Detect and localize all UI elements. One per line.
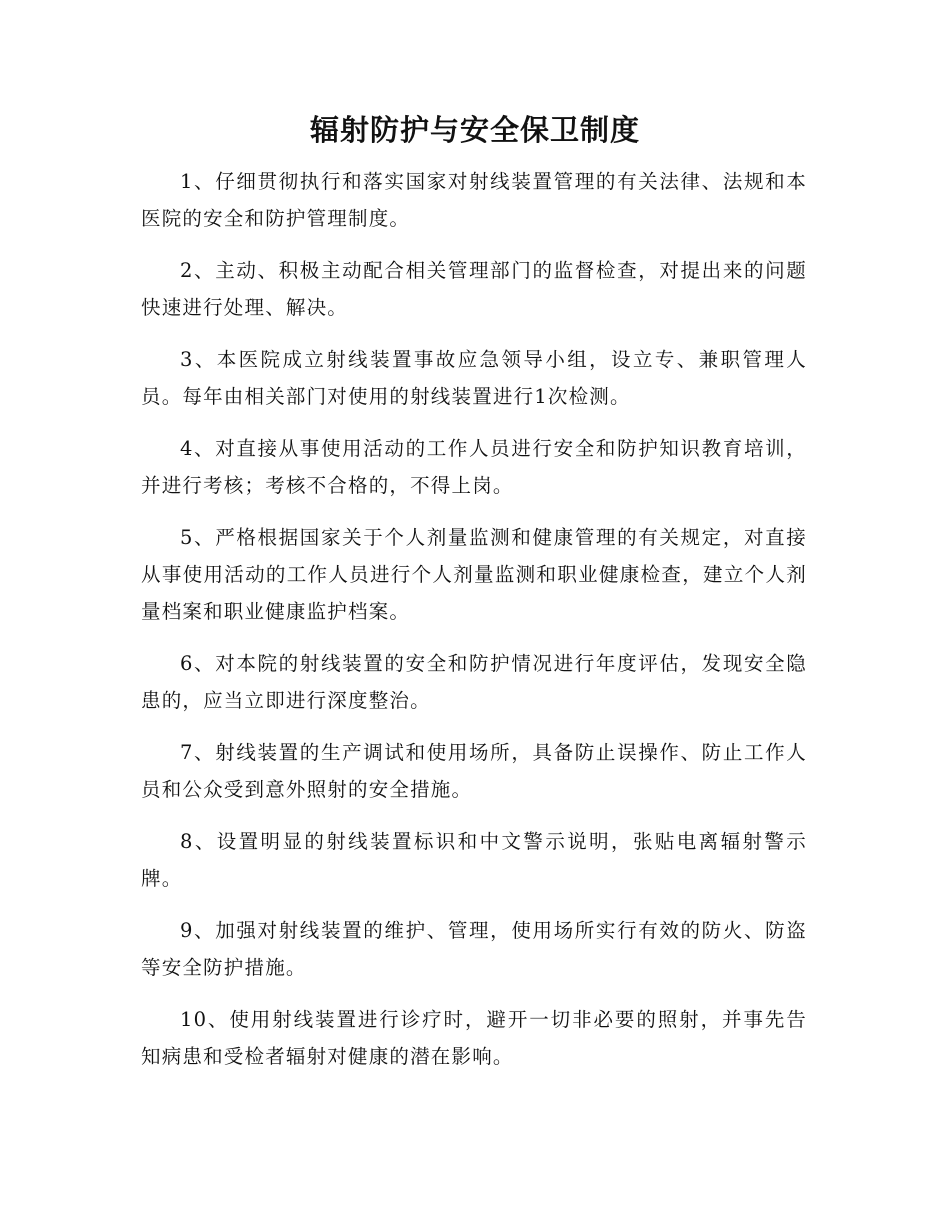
paragraph-6: 6、对本院的射线装置的安全和防护情况进行年度评估，发现安全隐患的，应当立即进行深度整治。 <box>141 652 807 712</box>
paragraph-10: 10、使用射线装置进行诊疗时，避开一切非必要的照射，并事先告知病患和受检者辐射对健康的潜在影响。 <box>141 1008 807 1068</box>
paragraph-2: 2、主动、积极主动配合相关管理部门的监督检查，对提出来的问题快速进行处理、解决。 <box>141 259 807 319</box>
paragraph-7: 7、射线装置的生产调试和使用场所，具备防止误操作、防止工作人员和公众受到意外照射的安全措施。 <box>141 741 807 801</box>
document-title: 辐射防护与安全保卫制度 <box>309 113 640 147</box>
paragraph-1: 1、仔细贯彻执行和落实国家对射线装置管理的有关法律、法规和本医院的安全和防护管理制度。 <box>141 170 807 230</box>
paragraph-4: 4、对直接从事使用活动的工作人员进行安全和防护知识教育培训，并进行考核；考核不合格的，不得上岗。 <box>141 437 807 497</box>
paragraph-8: 8、设置明显的射线装置标识和中文警示说明，张贴电离辐射警示牌。 <box>141 830 807 890</box>
paragraph-9: 9、加强对射线装置的维护、管理，使用场所实行有效的防火、防盗等安全防护措施。 <box>141 919 807 979</box>
document-body <box>141 163 807 1090</box>
paragraph-3: 3、本医院成立射线装置事故应急领导小组，设立专、兼职管理人员。每年由相关部门对使用的射线装置进行1次检测。 <box>141 348 807 408</box>
paragraph-5: 5、严格根据国家关于个人剂量监测和健康管理的有关规定，对直接从事使用活动的工作人员进行个人剂量监测和职业健康检查，建立个人剂量档案和职业健康监护档案。 <box>141 526 807 623</box>
